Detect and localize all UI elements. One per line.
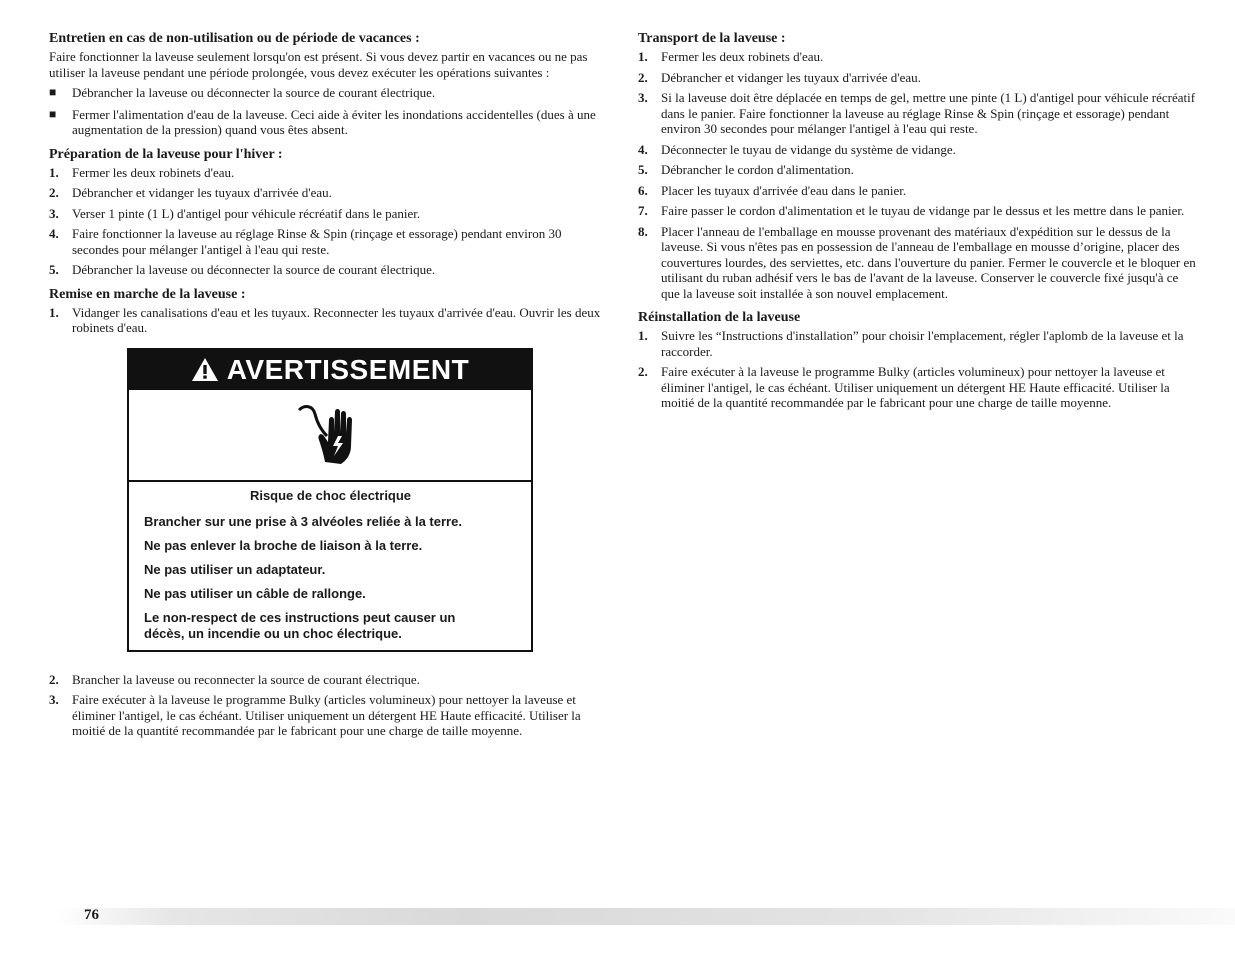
warning-icon-area [129, 390, 531, 482]
list-item [638, 162, 1198, 178]
section-reinstall [638, 309, 1198, 411]
list-number: 6. [638, 182, 648, 198]
list-item [49, 185, 609, 201]
list-number: 1. [638, 328, 648, 343]
list-number: 7. [638, 203, 648, 218]
section-vacation [49, 30, 609, 138]
warning-line: Ne pas enlever la broche de liaison à la terre. [144, 537, 423, 553]
list-number: 1. [49, 164, 59, 180]
list-number: 5. [638, 162, 648, 177]
footer-bar [55, 908, 1235, 925]
list-item-text: Si la laveuse doit être déplacée en temps de gel, mettre une pinte (1 L) d'antigel pour véhicule récréatif dans le panier. Faire fonctionner la laveuse au réglage Rinse & Spin (rinçage et essorage) pendant environ 30 secondes pour mélanger l'antigel à l'eau qui reste. [661, 90, 1196, 136]
list-item [49, 672, 609, 688]
warning-line: Ne pas utiliser un adaptateur. [144, 561, 326, 577]
list-item [638, 90, 1198, 137]
list-number: 2. [49, 185, 59, 200]
list-item [638, 203, 1198, 219]
list-number: 3. [49, 692, 59, 707]
list-item-text: Faire exécuter à la laveuse le programme Bulky (articles volumineux) pour nettoyer la laveuse et éliminer l'antigel, le cas échéant. Utiliser uniquement un détergent HE Haute efficacité. Utiliser la moitié de la quantité recommandée par le fabricant pour une charge de taille moyenne. [661, 364, 1170, 410]
list-item-text: Brancher la laveuse ou reconnecter la source de courant électrique. [72, 671, 420, 687]
warning-line: Ne pas utiliser un câble de rallonge. [144, 585, 366, 601]
bullet-icon: ■ [49, 85, 57, 99]
list-item [49, 85, 609, 101]
section-heading: Réinstallation de la laveuse [638, 310, 801, 325]
list-item-text: Débrancher et vidanger les tuyaux d'arrivée d'eau. [72, 185, 332, 200]
list-item [49, 305, 609, 336]
list-item-text: Suivre les “Instructions d'installation” pour choisir l'emplacement, régler l'aplomb de la laveuse et la raccorder. [661, 328, 1184, 359]
electric-shock-hand-icon [295, 402, 365, 468]
list-item-text: Faire exécuter à la laveuse le programme Bulky (articles volumineux) pour nettoyer la laveuse et éliminer l'antigel, le cas échéant. Utiliser uniquement un détergent HE Haute efficacité. Utiliser la moitié de la quantité recommandée par le fabricant pour une charge de taille moyenne. [72, 692, 581, 738]
numbered-list [638, 328, 1198, 411]
list-item [638, 224, 1198, 302]
list-number: 2. [638, 69, 648, 85]
list-item-text: Déconnecter le tuyau de vidange du système de vidange. [661, 141, 956, 157]
warning-box [127, 348, 533, 652]
list-item [49, 107, 609, 138]
section-restart [49, 286, 609, 739]
list-number: 4. [49, 226, 59, 241]
list-item-text: Débrancher la laveuse ou déconnecter la source de courant électrique. [72, 262, 436, 277]
list-number: 5. [49, 262, 59, 277]
warning-line: Le non-respect de ces instructions peut causer un décès, un incendie ou un choc électrique. [144, 609, 456, 641]
numbered-list [49, 672, 609, 739]
list-item-text: Vidanger les canalisations d'eau et les tuyaux. Reconnecter les tuyaux d'arrivée d'eau. Ouvrir les deux robinets d'eau. [72, 304, 601, 335]
section-winterize [49, 146, 609, 278]
numbered-list [638, 49, 1198, 301]
section-heading: Transport de la laveuse : [638, 31, 786, 46]
left-column [49, 30, 609, 747]
list-item [49, 165, 609, 181]
section-transport [638, 30, 1198, 301]
list-item-text: Placer l'anneau de l'emballage en mousse provenant des matériaux d'expédition sur le dessus de la laveuse. Si vous n'êtes pas en possession de l'anneau de l'emballage en mousse d’origine, placer des couvertures lourdes, des serviettes, etc. dans l'ouverture du panier. Fermer le couvercle et le bloquer en utilisant du ruban adhésif vers le bas de l'avant de la laveuse. Conserver le couvercle fixé jusqu'à ce que la laveuse soit installée à son nouvel emplacement. [661, 223, 1196, 301]
list-item [638, 364, 1198, 411]
list-number: 1. [49, 304, 59, 320]
list-number: 3. [49, 205, 59, 221]
numbered-list [49, 165, 609, 278]
section-intro: Faire fonctionner la laveuse seulement lorsqu'on est présent. Si vous devez partir en vacances ou ne pas utiliser la laveuse pendant une période prolongée, vous devez exécuter les opérations suivantes : [49, 49, 588, 80]
list-item-text: Fermer l'alimentation d'eau de la laveuse. Ceci aide à éviter les inondations accidentelles (dues à une augmentation de la pression) quand vous êtes absent. [72, 106, 596, 137]
bullet-icon: ■ [49, 106, 57, 121]
list-item [638, 70, 1198, 86]
list-item [49, 692, 609, 739]
list-number: 4. [638, 141, 648, 157]
list-item [638, 142, 1198, 158]
list-number: 2. [49, 671, 59, 687]
list-item [638, 328, 1198, 359]
list-item [638, 183, 1198, 199]
list-item [49, 206, 609, 222]
numbered-list [49, 305, 609, 336]
list-item-text: Débrancher le cordon d'alimentation. [661, 162, 854, 177]
warning-body [129, 482, 531, 650]
warning-line: Brancher sur une prise à 3 alvéoles reliée à la terre. [144, 513, 462, 529]
list-item-text: Fermer les deux robinets d'eau. [72, 164, 235, 180]
warning-risk: Risque de choc électrique [249, 487, 412, 503]
list-item-text: Faire fonctionner la laveuse au réglage Rinse & Spin (rinçage et essorage) pendant environ 30 secondes pour mélanger l'antigel à l'eau qui reste. [72, 226, 562, 257]
section-heading: Entretien en cas de non-utilisation ou de période de vacances : [49, 31, 420, 46]
list-item-text: Placer les tuyaux d'arrivée d'eau dans le panier. [661, 182, 907, 198]
list-item-text: Débrancher la laveuse ou déconnecter la source de courant électrique. [72, 85, 436, 100]
list-item [638, 49, 1198, 65]
list-number: 1. [638, 49, 648, 64]
warning-triangle-icon [191, 357, 219, 382]
right-column [638, 30, 1198, 419]
list-item-text: Verser 1 pinte (1 L) d'antigel pour véhicule récréatif dans le panier. [72, 205, 421, 221]
list-item-text: Débrancher et vidanger les tuyaux d'arrivée d'eau. [661, 69, 921, 85]
bullet-list [49, 85, 609, 138]
section-heading: Remise en marche de la laveuse : [49, 286, 246, 302]
list-item-text: Faire passer le cordon d'alimentation et le tuyau de vidange par le dessus et les mettre dans le panier. [661, 203, 1185, 218]
list-item [49, 262, 609, 278]
warning-title: AVERTISSEMENT [226, 353, 470, 385]
warning-header [129, 350, 531, 390]
page-number: 76 [84, 907, 99, 923]
list-number: 3. [638, 90, 648, 105]
list-number: 8. [638, 223, 648, 239]
list-item-text: Fermer les deux robinets d'eau. [661, 49, 824, 64]
section-heading: Préparation de la laveuse pour l'hiver : [49, 146, 283, 162]
list-number: 2. [638, 364, 648, 379]
list-item [49, 226, 609, 257]
